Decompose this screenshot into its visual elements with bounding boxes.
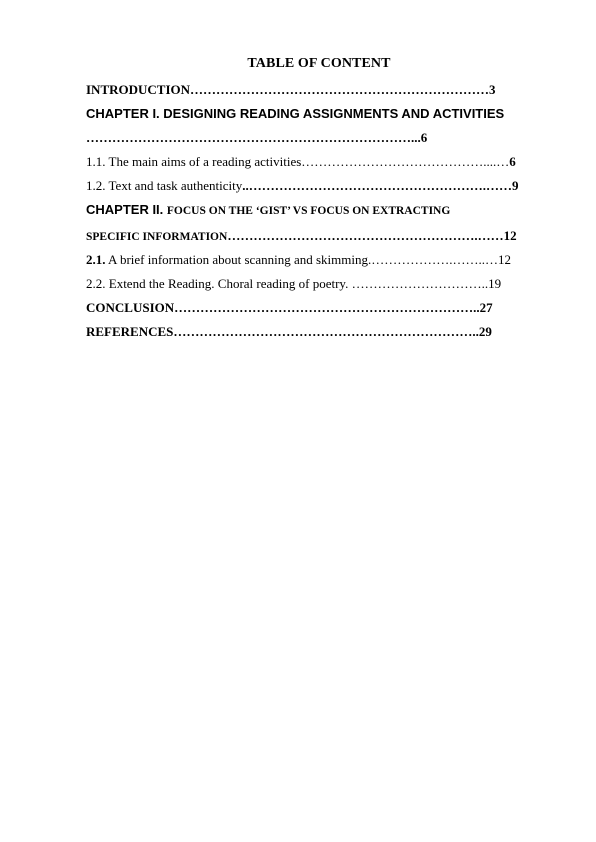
toc-entry-chapter-2-cont [86, 228, 517, 245]
toc-page-number: 9 [512, 178, 519, 193]
toc-leader: …………………………………………………………….. [174, 300, 480, 315]
toc-page-number: 27 [479, 300, 493, 315]
toc-entry-1-1 [86, 154, 516, 170]
toc-entry-text: CONCLUSION [86, 300, 175, 315]
toc-entry-references [86, 324, 492, 340]
toc-entry-text: FOCUS ON THE ‘GIST’ VS FOCUS ON EXTRACTING [166, 205, 451, 217]
toc-entry-text: REFERENCES [86, 324, 174, 339]
toc-page-number: 12 [498, 252, 511, 267]
toc-leader: …………………………………………………………………... [86, 130, 421, 145]
toc-entry-text: 1.2. Text and task authenticity [86, 178, 243, 193]
toc-entry-prefix: 2.1. [86, 252, 106, 267]
toc-entry-text: 2.2. Extend the Reading. Choral reading of poetry. [86, 276, 352, 291]
toc-page-number: 19 [488, 276, 502, 291]
toc-entry-text: SPECIFIC INFORMATION [86, 231, 228, 243]
toc-entry-chapter-2 [86, 202, 450, 219]
toc-leader: .……………….……..… [368, 252, 498, 267]
toc-leader: ..……………………………………………….…… [242, 178, 513, 193]
toc-entry-prefix: CHAPTER II. [86, 202, 167, 217]
toc-leader: ……………………………………....… [301, 154, 510, 169]
toc-leader: ………………………….. [351, 276, 489, 291]
toc-page-number: 6 [420, 130, 428, 145]
toc-entry-2-1 [86, 252, 511, 268]
toc-leader: ………………………………………………….…… [227, 228, 504, 243]
toc-entry-2-2 [86, 276, 501, 292]
toc-entry-text: INTRODUCTION [86, 82, 191, 97]
toc-entry-text: CHAPTER I. DESIGNING READING ASSIGNMENTS AND ACTIVITIES [86, 106, 505, 121]
toc-page-number: 3 [489, 82, 496, 97]
toc-title: TABLE OF CONTENT [247, 56, 391, 71]
toc-entry-conclusion [86, 300, 493, 316]
toc-leader: …………………………………………………………… [190, 82, 490, 97]
toc-page-number: 12 [503, 228, 517, 243]
toc-page-number: 29 [478, 324, 492, 339]
toc-entry-chapter-1-leader [86, 130, 427, 146]
toc-entry-1-2 [86, 178, 519, 194]
toc-entry-text: 1.1. The main aims of a reading activities [86, 154, 302, 169]
toc-page-number: 6 [509, 154, 516, 169]
toc-entry-introduction [86, 82, 496, 98]
toc-entry-text: A brief information about scanning and skimming [105, 252, 368, 267]
toc-leader: …………………………………………………………….. [173, 324, 479, 339]
toc-entry-chapter-1 [86, 106, 504, 122]
